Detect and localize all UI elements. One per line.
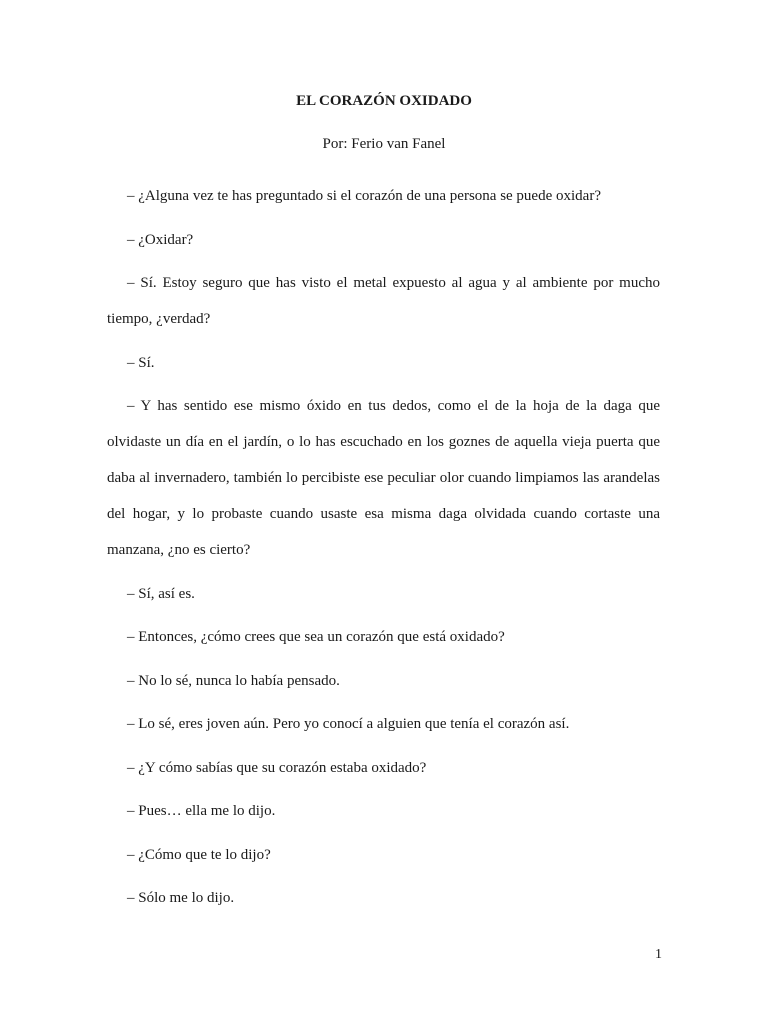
paragraph: – ¿Alguna vez te has preguntado si el corazón de una persona se puede oxidar? [127,188,601,204]
paragraph: – ¿Oxidar? [127,231,194,248]
paragraph: – Sí. Estoy seguro que has visto el metal expuesto al agua y al ambiente por mucho tiempo, ¿verdad? [107,275,660,327]
document-body [107,178,660,924]
paragraph: – Entonces, ¿cómo crees que sea un corazón que está oxidado? [127,629,505,645]
paragraph: – No lo sé, nunca lo había pensado. [127,672,340,689]
page-number: 1 [655,947,662,962]
paragraph: – Pues… ella me lo dijo. [127,803,276,819]
paragraph: – ¿Y cómo sabías que su corazón estaba oxidado? [127,759,427,776]
paragraph: – Sí. [127,354,155,371]
document-author: Por: Ferio van Fanel [322,136,446,152]
paragraph: – Sí, así es. [127,585,195,602]
document-title: EL CORAZÓN OXIDADO [296,93,472,109]
paragraph: – Y has sentido ese mismo óxido en tus dedos, como el de la hoja de la daga que olvidaste un día en el jardín, o lo has escuchado en los goznes de aquella vieja puerta que daba al invernadero, también lo percibiste ese peculiar olor cuando limpiamos las arandelas del hogar, y lo probaste cuando usaste esa misma daga olvidada cuando cortaste una manzana, ¿no es cierto? [107,398,660,558]
paragraph: – Sólo me lo dijo. [127,890,235,906]
paragraph: – ¿Cómo que te lo dijo? [127,846,271,863]
paragraph: – Lo sé, eres joven aún. Pero yo conocí a alguien que tenía el corazón así. [127,716,570,732]
